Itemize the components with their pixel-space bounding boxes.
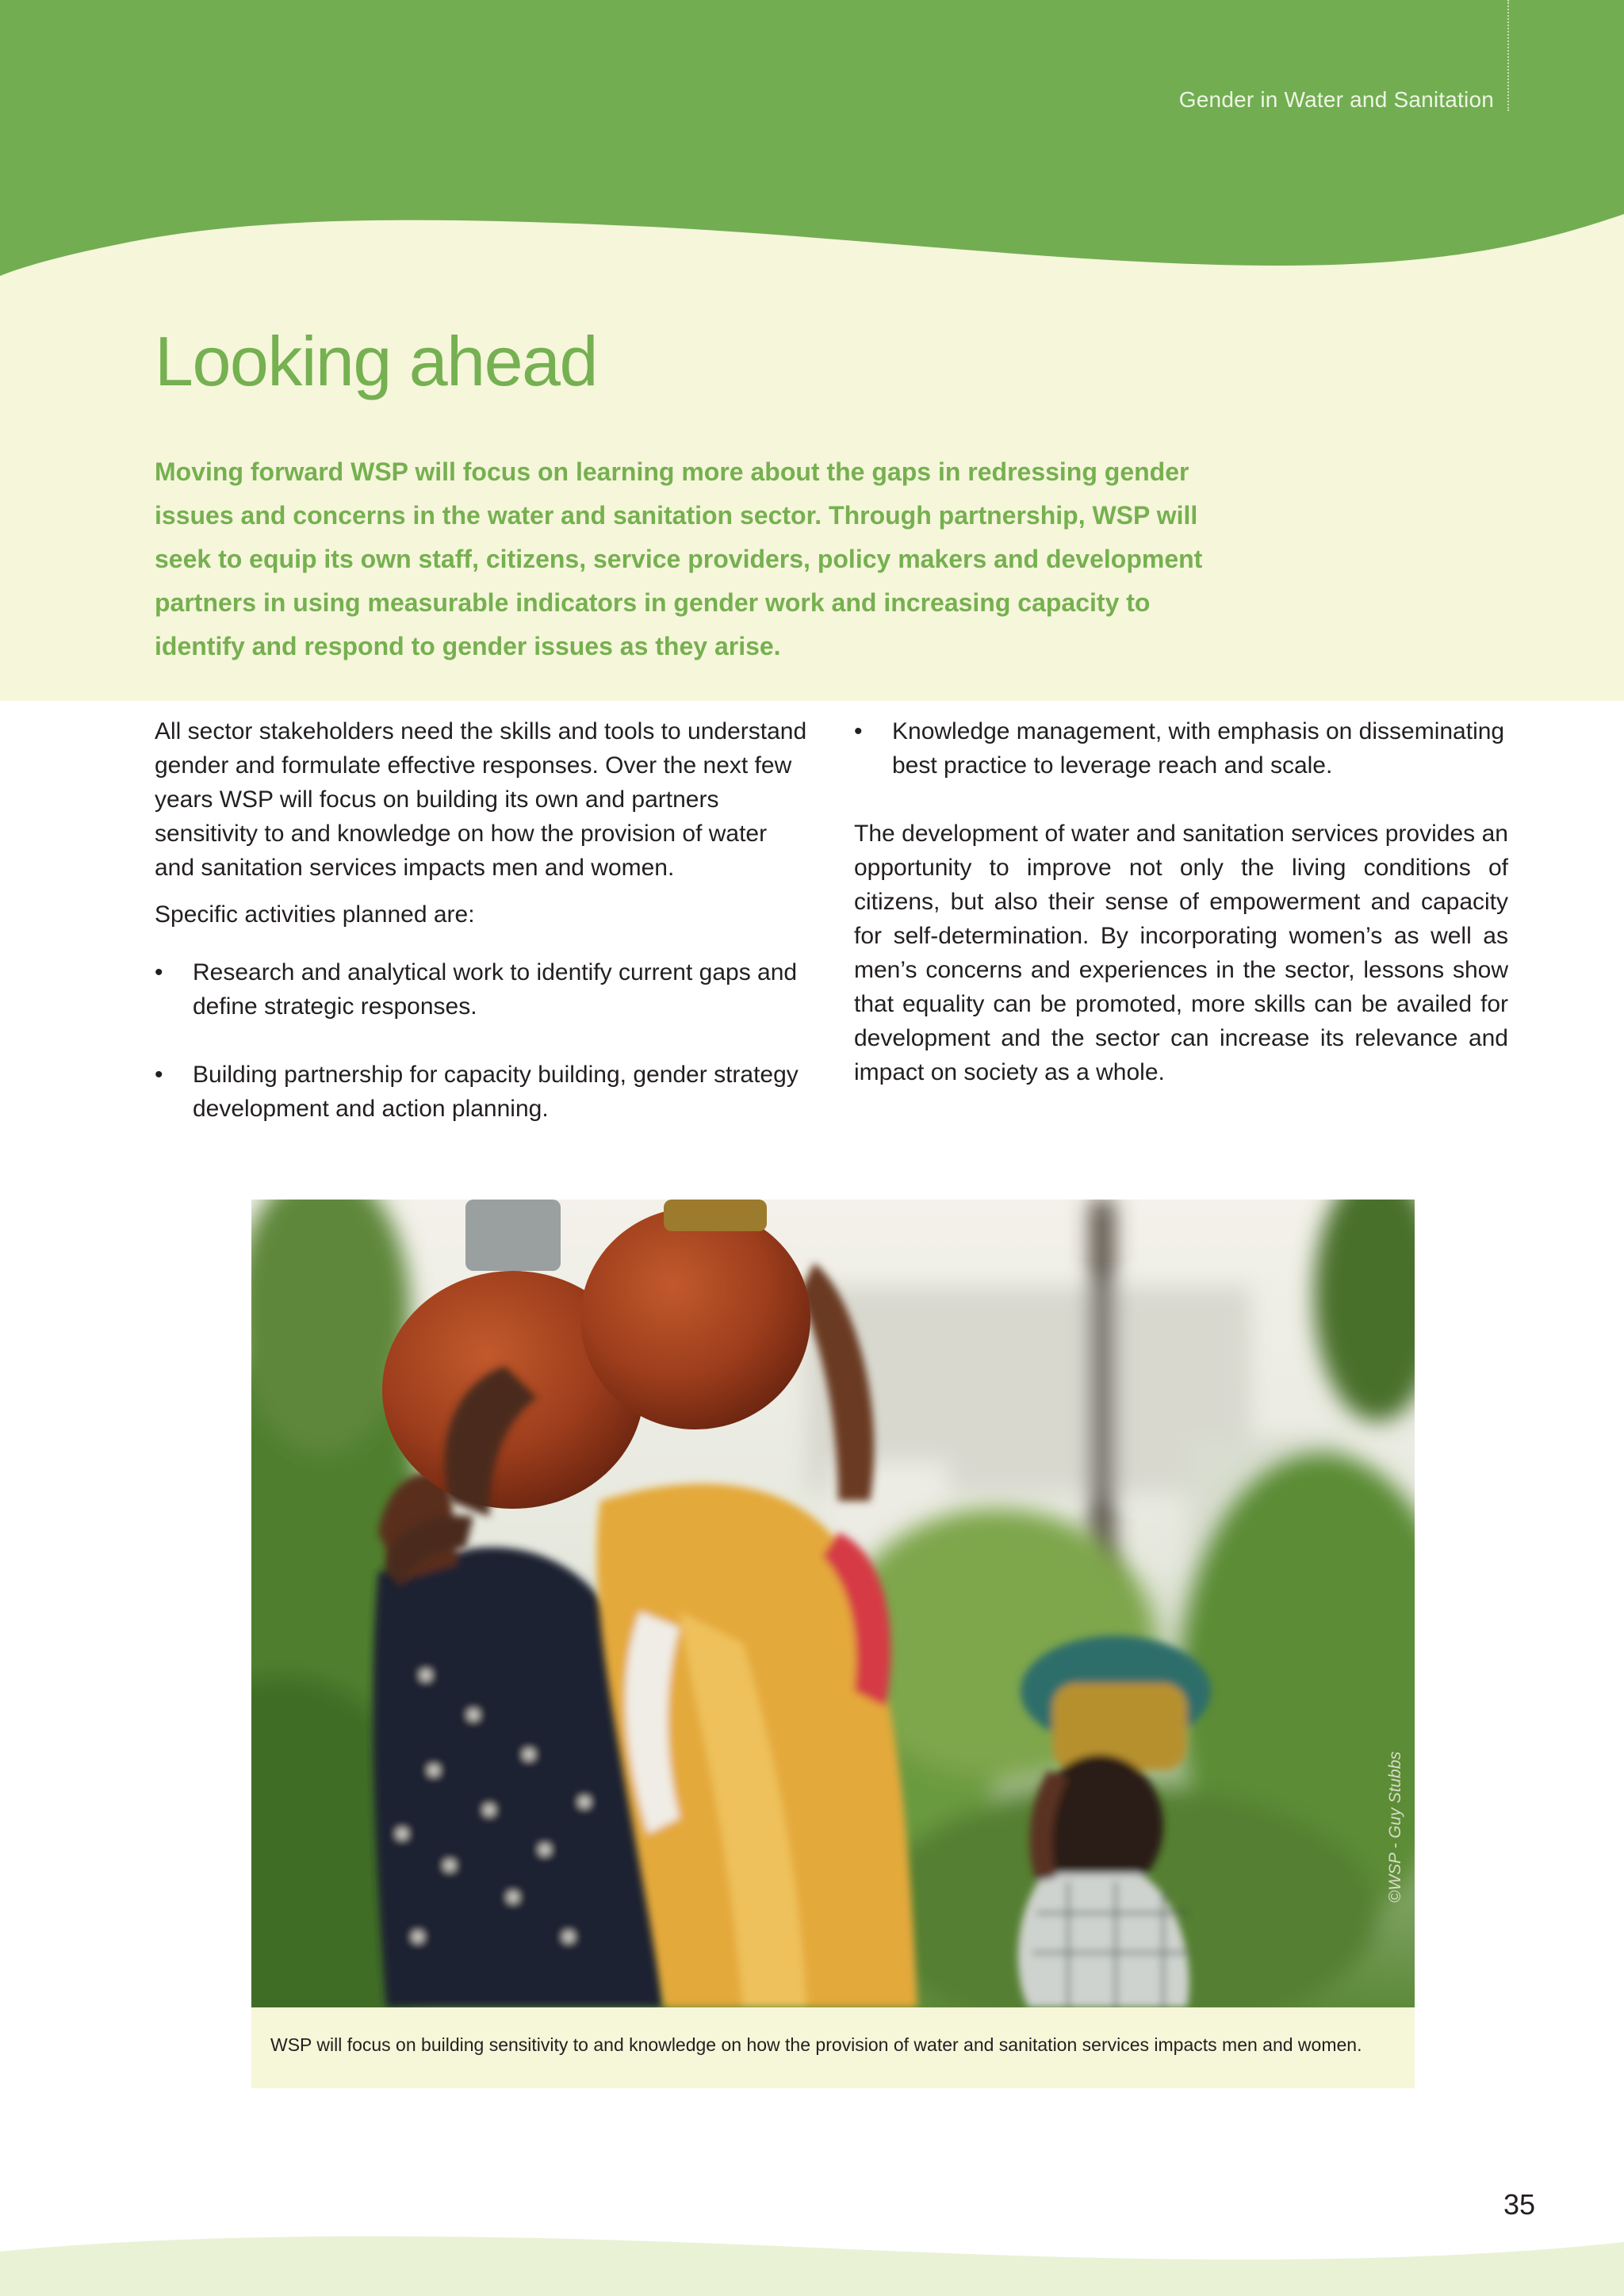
- photo-credit: ©WSP - Guy Stubbs: [1386, 1751, 1404, 1903]
- bullet-glyph: •: [155, 1062, 163, 1088]
- page-number: 35: [1503, 2188, 1535, 2221]
- photo-women-carrying-water-pots: [251, 1200, 1415, 2007]
- photo-caption: WSP will focus on building sensitivity to and knowledge on how the provision of water and sanitation services impacts men and women.: [270, 2034, 1362, 2055]
- intro-paragraph: All sector stakeholders need the skills and tools to understand gender and formulate effective responses. Over the next few years WSP will focus on building its own and partners sensitivity to and knowledge on how the provision of water and sanitation services impacts men and women.: [155, 718, 807, 881]
- running-title: Gender in Water and Sanitation: [1178, 87, 1494, 112]
- list-item: [155, 955, 813, 1024]
- list-item-text: Building partnership for capacity building, gender strategy development and action planning.: [193, 1062, 799, 1122]
- activities-list: [155, 955, 813, 1126]
- bullet-glyph: •: [854, 718, 863, 744]
- bullet-glyph: •: [155, 959, 163, 985]
- closing-paragraph: The development of water and sanitation services provides an opportunity to improve not only the living conditions of citizens, but also their sense of empowerment and capacity for self-determination. By incorporating women’s as well as men’s concerns and experiences in the sector, lessons show that equality can be promoted, more skills can be availed for development and the sector can increase its relevance and impact on society as a whole.: [854, 821, 1508, 1085]
- list-item-text: Research and analytical work to identify current gaps and define strategic responses.: [193, 959, 798, 1020]
- margin-guide-line: [1507, 0, 1509, 111]
- activities-label: Specific activities planned are:: [155, 901, 475, 928]
- list-item: [854, 714, 1508, 783]
- list-item: [155, 1058, 813, 1126]
- footer-wave: [0, 2220, 1624, 2296]
- body-left-column: [155, 714, 813, 1126]
- activities-list-continued: [854, 714, 1508, 783]
- section-heading: Looking ahead: [155, 322, 597, 400]
- list-item-text: Knowledge management, with emphasis on disseminating best practice to leverage reach and scale.: [892, 718, 1505, 779]
- lead-paragraph: Moving forward WSP will focus on learning more about the gaps in redressing gender issues and concerns in the water and sanitation sector. Through partnership, WSP will seek to equip its own staff, citizens, service providers, policy makers and development partners in using measurable indicators in gender work and increasing capacity to identify and respond to gender issues as they arise.: [155, 457, 1203, 660]
- body-right-column: [854, 714, 1508, 1089]
- photo-caption-box: [251, 2007, 1415, 2088]
